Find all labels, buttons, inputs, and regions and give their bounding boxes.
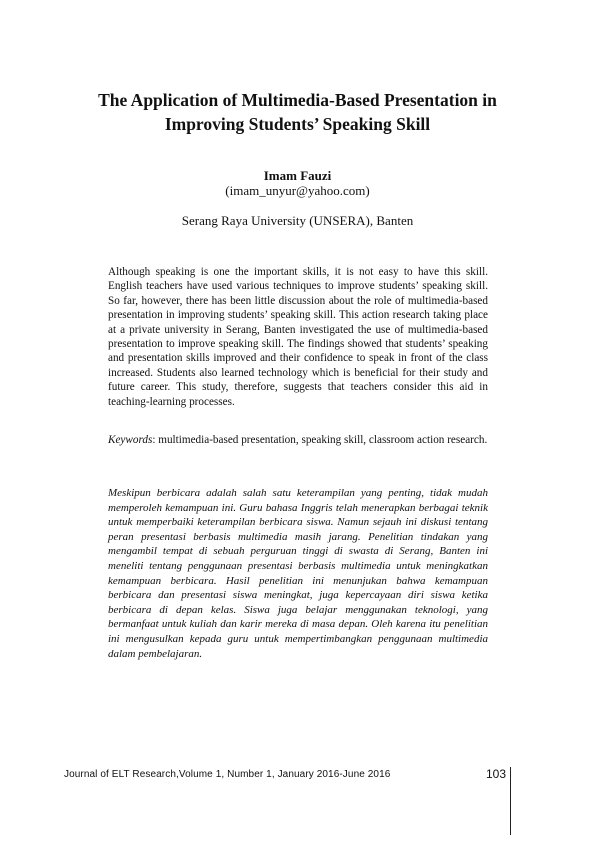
abstrak-paragraph: Meskipun berbicara adalah salah satu keterampilan yang penting, tidak mudah memperoleh kemampuan ini. Guru bahasa Inggris telah menerapkan berbagai teknik untuk memperbaiki keterampilan berbicara siswa. Namun sejauh ini diskusi tentang peran presentasi berbasis multimedia masih jarang. Penelitian tindakan yang mengambil tempat di sebuah perguruan tinggi di swasta di Serang, Banten ini meneliti tentang penggunaan presentasi berbasis multimedia untuk meningkatkan kemampuan berbicara. Hasil penelitian ini menunjukan bahwa kemampuan berbicara dan presentasi siswa meningkat, juga kepercayaan diri siswa ketika berbicara di depan kelas. Siswa juga belajar menggunakan teknologi, yang bermanfaat untuk kuliah dan karir mereka di masa depan. Oleh karena itu penelitian ini mengusulkan kepada guru untuk mempertimbangkan penggunaan multimedia dalam pembelajaran.: [108, 487, 488, 660]
keywords-text: : multimedia-based presentation, speaking skill, classroom action research.: [152, 434, 488, 446]
paper-title-line-1: The Application of Multimedia-Based Presentation in: [98, 90, 497, 110]
author-name: Imam Fauzi: [263, 168, 332, 183]
paper-title-line-2: Improving Students’ Speaking Skill: [164, 114, 431, 134]
keywords-label: Keywords: [108, 434, 153, 446]
author-email: (imam_unyur@yahoo.com): [225, 183, 370, 198]
paper-title: [60, 88, 535, 136]
page-number-rule: [510, 767, 511, 835]
author-affiliation: Serang Raya University (UNSERA), Banten: [181, 213, 414, 228]
keywords-paragraph: [108, 433, 488, 448]
page-number: 103: [486, 767, 507, 781]
footer-journal-info: Journal of ELT Research,Volume 1, Number 1, January 2016-June 2016: [64, 769, 391, 780]
abstract-paragraph: Although speaking is one the important skills, it is not easy to have this skill. English teachers have used various techniques to improve students’ speaking skill. So far, however, there has been little discussion about the role of multimedia-based presentation in improving students’ speaking skill. This action research taking place at a private university in Serang, Banten investigated the use of multimedia-based presentation to improve speaking skill. The findings showed that students’ speaking and presentation skills improved and their confidence to speak in front of the class increased. Students also learned technology which is beneficial for their study and future career. This study, therefore, suggests that teachers consider this aid in teaching-learning processes.: [108, 266, 488, 408]
